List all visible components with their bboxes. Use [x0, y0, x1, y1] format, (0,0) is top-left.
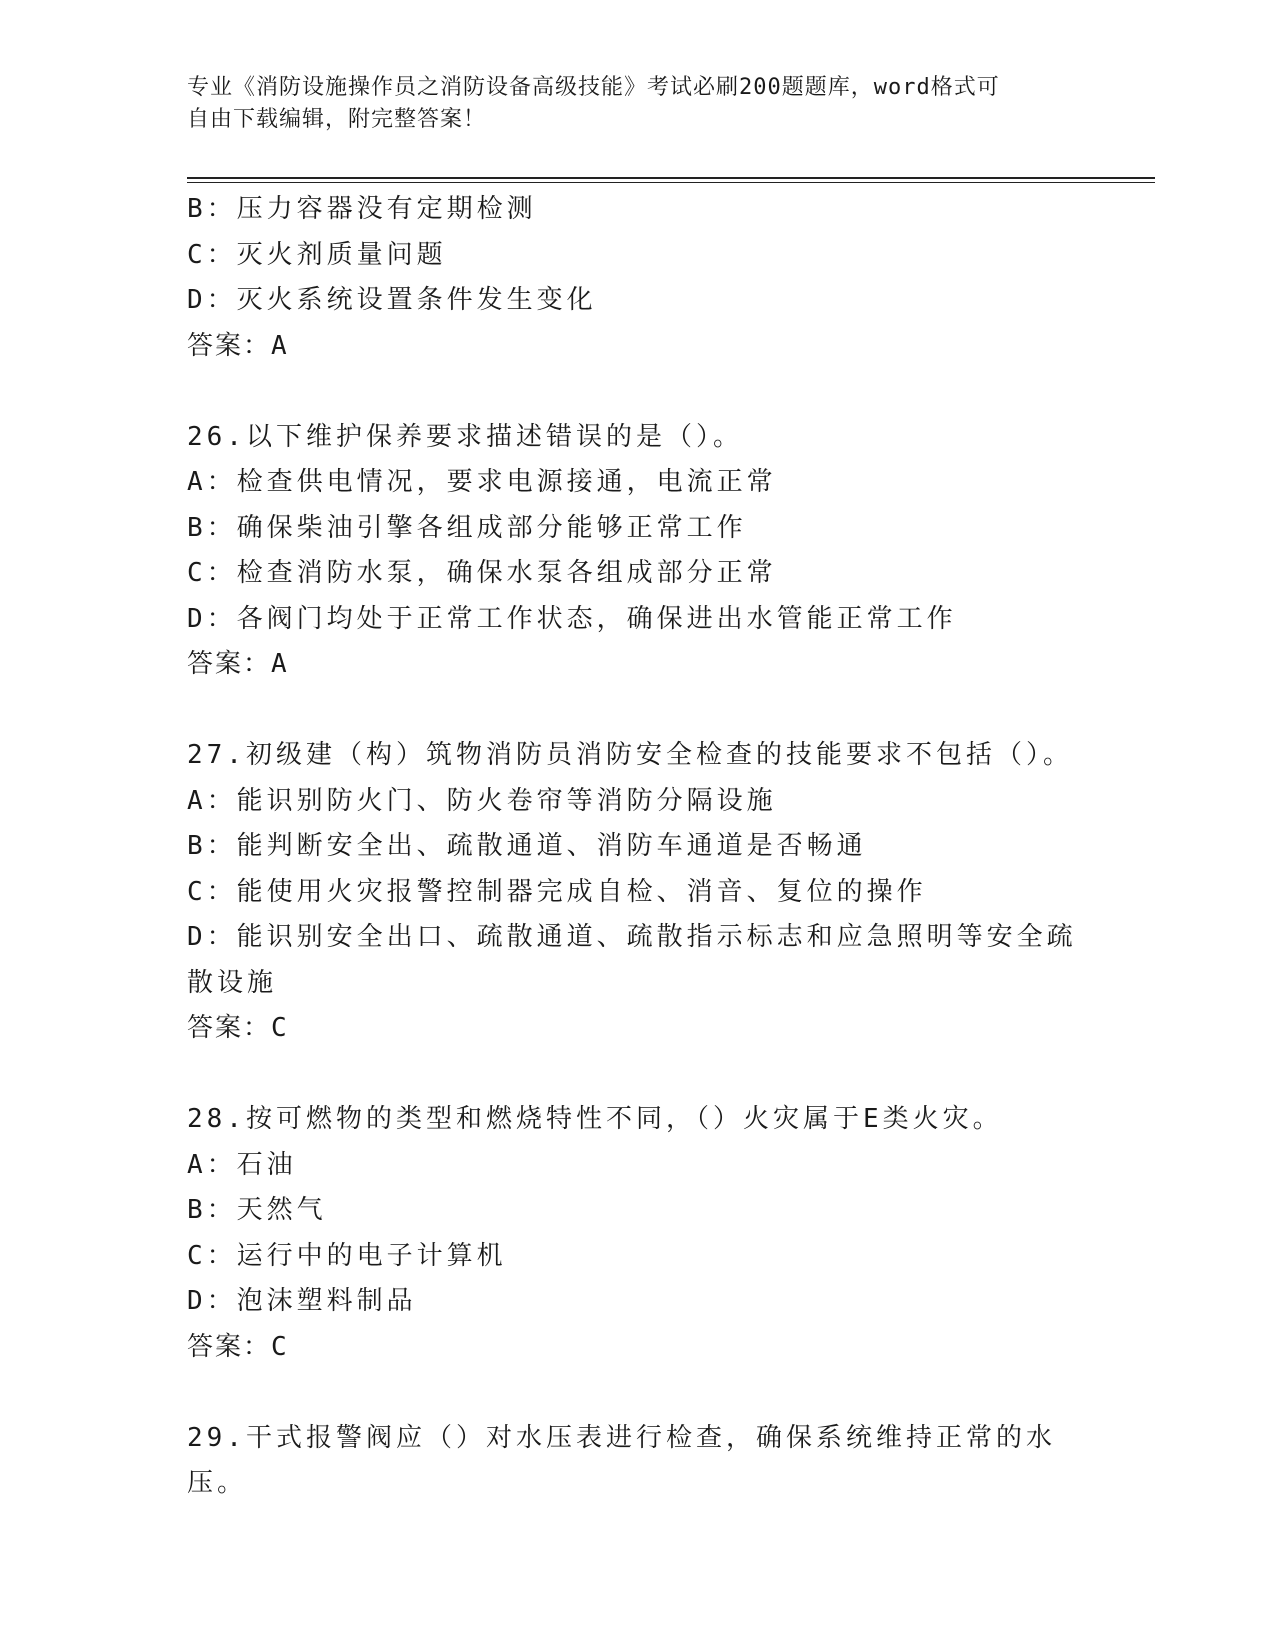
option-c: C：能使用火灾报警控制器完成自检、消音、复位的操作: [187, 876, 927, 907]
option-d: D：能识别安全出口、疏散通道、疏散指示标志和应急照明等安全疏散设施: [187, 922, 1077, 998]
question-stem: 29.干式报警阀应（）对水压表进行检查，确保系统维持正常的水压。: [187, 1422, 1056, 1498]
option-b: B：天然气: [187, 1195, 327, 1225]
question-stem: 27.初级建（构）筑物消防员消防安全检查的技能要求不包括（）。: [187, 740, 1073, 770]
option-c: C：检查消防水泵，确保水泵各组成部分正常: [187, 558, 777, 588]
answer-label: 答案：C: [187, 1013, 289, 1043]
option-a: A：检查供电情况，要求电源接通，电流正常: [187, 467, 777, 497]
option-d: D：各阀门均处于正常工作状态，确保进出水管能正常工作: [187, 603, 957, 634]
question-stem: 26.以下维护保养要求描述错误的是（）。: [187, 421, 743, 452]
option-d: D：泡沫塑料制品: [187, 1286, 417, 1316]
question-26: [187, 415, 1087, 688]
option-b: B：能判断安全出、疏散通道、消防车通道是否畅通: [187, 831, 867, 861]
header-title-line-1: 专业《消防设施操作员之消防设备高级技能》考试必刷200题题库，word格式可: [187, 75, 1000, 100]
answer-label: 答案：C: [187, 1331, 289, 1362]
question-29: [187, 1416, 1087, 1507]
answer-label: 答案：A: [187, 330, 289, 361]
header-divider: [187, 177, 1155, 183]
option-d: D：灭火系统设置条件发生变化: [187, 285, 597, 315]
option-a: A：能识别防火门、防火卷帘等消防分隔设施: [187, 785, 777, 816]
option-b: B：压力容器没有定期检测: [187, 194, 537, 224]
option-b: B：确保柴油引擎各组成部分能够正常工作: [187, 512, 747, 543]
question-list: [187, 187, 1087, 1507]
question-25-continued: [187, 187, 1087, 369]
question-stem: 28.按可燃物的类型和燃烧特性不同，（）火灾属于E类火灾。: [187, 1104, 1003, 1134]
question-27: [187, 733, 1087, 1052]
question-28: [187, 1097, 1087, 1370]
answer-label: 答案：A: [187, 649, 289, 679]
option-a: A：石油: [187, 1149, 297, 1180]
header-title-line-2: 自由下载编辑，附完整答案！: [187, 107, 487, 132]
option-c: C：灭火剂质量问题: [187, 239, 447, 270]
page-header: [187, 72, 1067, 136]
option-c: C：运行中的电子计算机: [187, 1240, 507, 1271]
